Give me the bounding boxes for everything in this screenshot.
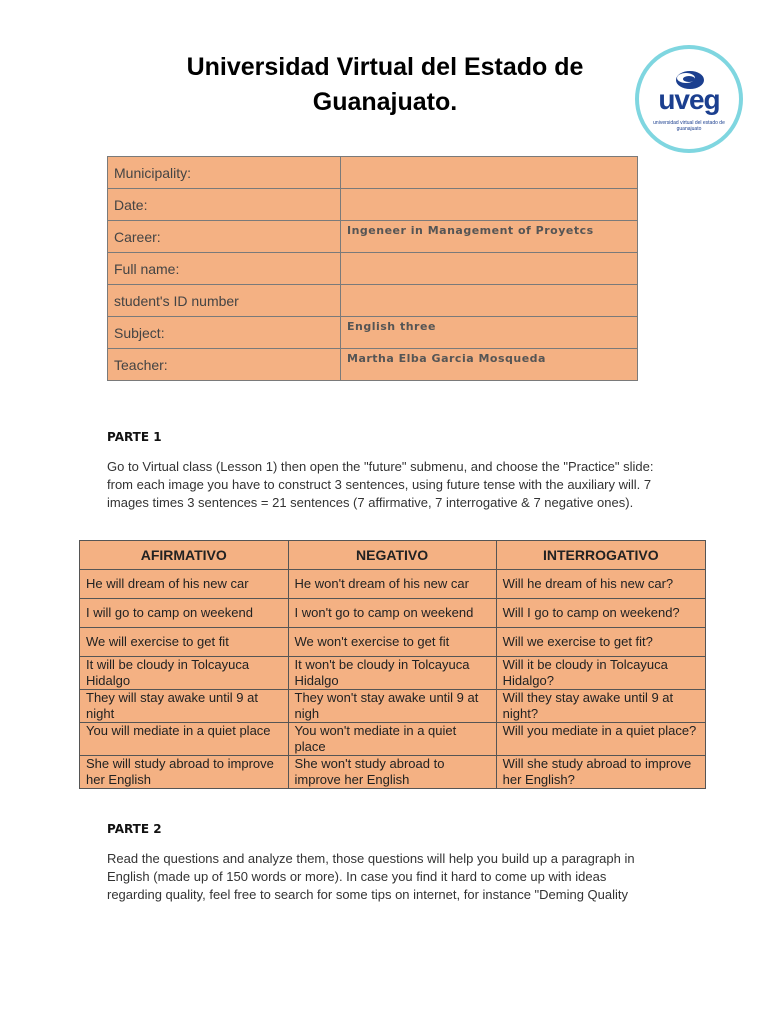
parte1-heading: PARTE 1 [107, 430, 162, 444]
cell-interrogativo: Will you mediate in a quiet place? [496, 723, 705, 756]
header-afirmativo: AFIRMATIVO [80, 541, 289, 570]
table-row [80, 628, 706, 657]
cell-afirmativo: It will be cloudy in Tolcayuca Hidalgo [80, 657, 289, 690]
info-value: English three [341, 317, 638, 349]
info-label: Municipality: [108, 157, 341, 189]
cell-negativo: You won't mediate in a quiet place [288, 723, 496, 756]
parte2-heading: PARTE 2 [107, 822, 162, 836]
info-row [108, 285, 638, 317]
header-negativo: NEGATIVO [288, 541, 496, 570]
parte1-instructions: Go to Virtual class (Lesson 1) then open the "future" submenu, and choose the "Practice" slide: from each image you have to construct 3 sentences, using future tense with the auxiliary will. 7 images times 3 sentences = 21 sentences (7 affirmative, 7 interrogative & 7 negative ones). [107, 459, 654, 510]
info-label: student's ID number [108, 285, 341, 317]
cell-negativo: He won't dream of his new car [288, 570, 496, 599]
info-value: Martha Elba Garcia Mosqueda [341, 349, 638, 381]
cell-interrogativo: Will we exercise to get fit? [496, 628, 705, 657]
info-row [108, 221, 638, 253]
info-row [108, 349, 638, 381]
cell-negativo: I won't go to camp on weekend [288, 599, 496, 628]
cell-negativo: It won't be cloudy in Tolcayuca Hidalgo [288, 657, 496, 690]
table-row [80, 690, 706, 723]
cell-negativo: We won't exercise to get fit [288, 628, 496, 657]
info-row [108, 189, 638, 221]
info-label: Full name: [108, 253, 341, 285]
logo-wordmark: uveg [658, 84, 720, 115]
cell-negativo: They won't stay awake until 9 at nigh [288, 690, 496, 723]
info-label: Teacher: [108, 349, 341, 381]
uveg-logo [634, 44, 744, 154]
cell-afirmativo: He will dream of his new car [80, 570, 289, 599]
sentences-table [79, 540, 706, 789]
student-info-table [107, 156, 638, 381]
cell-afirmativo: We will exercise to get fit [80, 628, 289, 657]
info-label: Date: [108, 189, 341, 221]
cell-afirmativo: They will stay awake until 9 at night [80, 690, 289, 723]
cell-interrogativo: Will she study abroad to improve her English? [496, 756, 705, 789]
cell-interrogativo: Will they stay awake until 9 at night? [496, 690, 705, 723]
cell-interrogativo: Will he dream of his new car? [496, 570, 705, 599]
info-value [341, 253, 638, 285]
parte2-instructions: Read the questions and analyze them, those questions will help you build up a paragraph in English (made up of 150 words or more). In case you find it hard to come up with ideas regarding quality, feel free to search for some tips on internet, for instance "Deming Quality [107, 851, 635, 902]
info-value [341, 189, 638, 221]
header-interrogativo: INTERROGATIVO [496, 541, 705, 570]
cell-negativo: She won't study abroad to improve her English [288, 756, 496, 789]
cell-interrogativo: Will it be cloudy in Tolcayuca Hidalgo? [496, 657, 705, 690]
cell-afirmativo: She will study abroad to improve her English [80, 756, 289, 789]
table-header-row [80, 541, 706, 570]
cell-interrogativo: Will I go to camp on weekend? [496, 599, 705, 628]
table-row [80, 756, 706, 789]
info-row [108, 157, 638, 189]
table-row [80, 570, 706, 599]
table-row [80, 723, 706, 756]
info-label: Subject: [108, 317, 341, 349]
info-value [341, 157, 638, 189]
info-label: Career: [108, 221, 341, 253]
page-title: Universidad Virtual del Estado de Guanajuato. [186, 53, 584, 116]
cell-afirmativo: You will mediate in a quiet place [80, 723, 289, 756]
info-row [108, 253, 638, 285]
info-row [108, 317, 638, 349]
info-value [341, 285, 638, 317]
table-row [80, 599, 706, 628]
table-row [80, 657, 706, 690]
cell-afirmativo: I will go to camp on weekend [80, 599, 289, 628]
info-value: Ingeneer in Management of Proyetcs [341, 221, 638, 253]
logo-subtitle: universidad virtual del estado de guanajuato [653, 120, 725, 132]
